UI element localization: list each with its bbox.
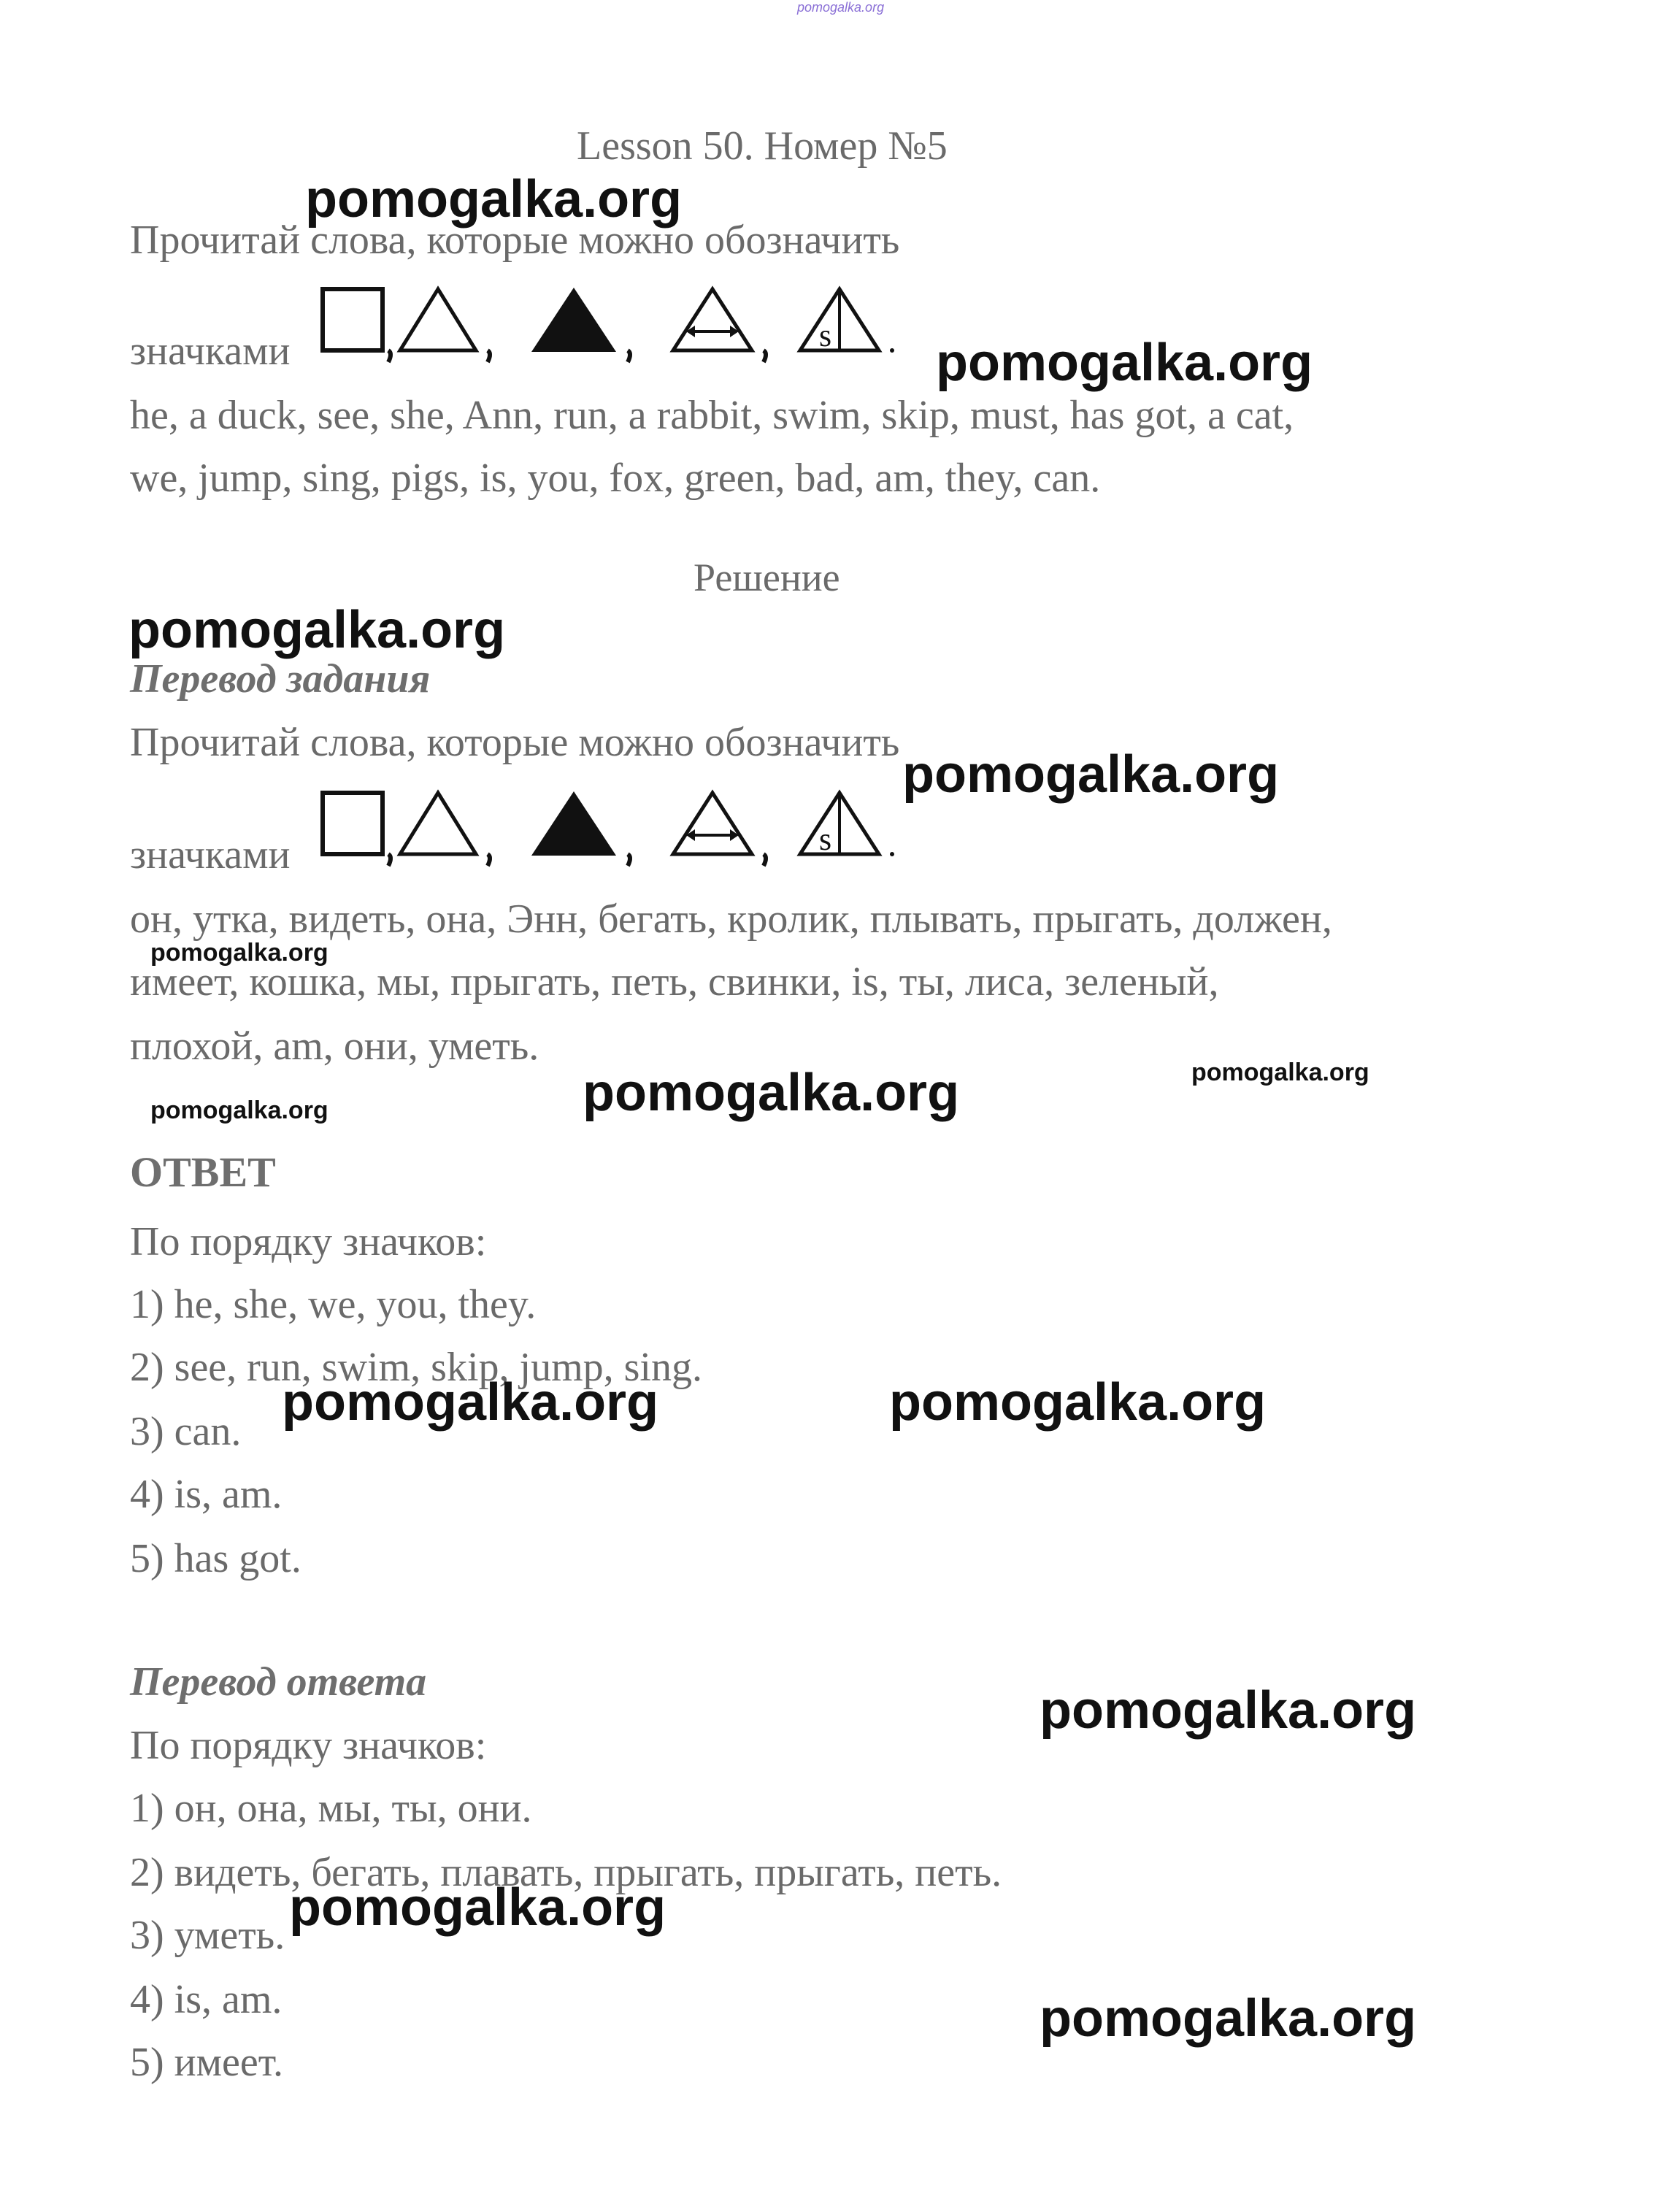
page-title: Lesson 50. Номер №5 bbox=[577, 123, 948, 169]
watermark: pomogalka.org bbox=[305, 170, 683, 229]
translation-symbols-label: значками bbox=[130, 832, 291, 877]
translation-instruction: Прочитай слова, которые можно обозначить bbox=[130, 720, 900, 765]
task-instruction: Прочитай слова, которые можно обозначить bbox=[130, 218, 900, 263]
top-watermark: pomogalka.org bbox=[797, 0, 885, 15]
watermark: pomogalka.org bbox=[128, 601, 506, 659]
translation-words-line-3: плохой, am, они, уметь. bbox=[130, 1024, 539, 1069]
solution-heading: Решение bbox=[694, 556, 840, 599]
answer-translation-item: 5) имеет. bbox=[130, 2040, 284, 2085]
triangle-s-icon bbox=[800, 793, 894, 857]
answer-intro: По порядку значков: bbox=[130, 1219, 487, 1264]
task-symbols-label: значками bbox=[130, 329, 291, 374]
watermark: pomogalka.org bbox=[583, 1064, 960, 1122]
watermark: pomogalka.org bbox=[150, 1097, 328, 1124]
watermark: pomogalka.org bbox=[289, 1878, 666, 1937]
triangle-filled-icon bbox=[531, 288, 630, 362]
triangle-s-icon bbox=[800, 289, 894, 353]
watermark: pomogalka.org bbox=[936, 334, 1313, 392]
square-outline-icon bbox=[323, 793, 391, 866]
watermark: pomogalka.org bbox=[282, 1373, 659, 1432]
answer-translation-heading: Перевод ответа bbox=[130, 1659, 427, 1705]
triangle-outline-icon bbox=[400, 793, 490, 866]
answer-item: 3) can. bbox=[130, 1409, 242, 1454]
answer-translation-item: 3) уметь. bbox=[130, 1913, 285, 1958]
task-words-line-1: he, a duck, see, she, Ann, run, a rabbit, swim, skip, must, has got, a cat, bbox=[130, 393, 1294, 438]
svg-text:s: s bbox=[819, 318, 832, 353]
watermark: pomogalka.org bbox=[150, 939, 328, 967]
triangle-filled-icon bbox=[531, 791, 630, 866]
answer-item: 1) he, she, we, you, they. bbox=[130, 1282, 537, 1327]
watermark: pomogalka.org bbox=[1191, 1059, 1369, 1086]
translation-words-line-2: имеет, кошка, мы, прыгать, петь, свинки, is, ты, лиса, зеленый, bbox=[130, 959, 1219, 1005]
watermark: pomogalka.org bbox=[1040, 1989, 1417, 2048]
answer-item: 4) is, am. bbox=[130, 1472, 283, 1517]
translation-symbols-row bbox=[315, 787, 943, 857]
answer-translation-intro: По порядку значков: bbox=[130, 1723, 487, 1768]
triangle-outline-icon bbox=[400, 289, 490, 362]
square-outline-icon bbox=[323, 289, 391, 362]
answer-translation-item: 1) он, она, мы, ты, они. bbox=[130, 1786, 532, 1831]
svg-text:s: s bbox=[819, 821, 832, 857]
answer-heading: ОТВЕТ bbox=[130, 1148, 276, 1196]
answer-translation-item: 4) is, am. bbox=[130, 1977, 283, 2022]
triangle-arrow-icon bbox=[673, 793, 766, 866]
triangle-arrow-icon bbox=[673, 289, 766, 362]
watermark: pomogalka.org bbox=[902, 745, 1280, 804]
answer-translation-item: 2) видеть, бегать, плавать, прыгать, прыгать, петь. bbox=[130, 1850, 1002, 1895]
watermark: pomogalka.org bbox=[889, 1373, 1267, 1432]
translation-words-line-1: он, утка, видеть, она, Энн, бегать, кролик, плывать, прыгать, должен, bbox=[130, 896, 1332, 942]
answer-item: 5) has got. bbox=[130, 1536, 301, 1581]
task-symbols-row bbox=[315, 283, 943, 353]
answer-item: 2) see, run, swim, skip, jump, sing. bbox=[130, 1345, 702, 1390]
translation-heading: Перевод задания bbox=[130, 656, 431, 702]
task-words-line-2: we, jump, sing, pigs, is, you, fox, green, bad, am, they, can. bbox=[130, 456, 1101, 501]
watermark: pomogalka.org bbox=[1040, 1681, 1417, 1740]
